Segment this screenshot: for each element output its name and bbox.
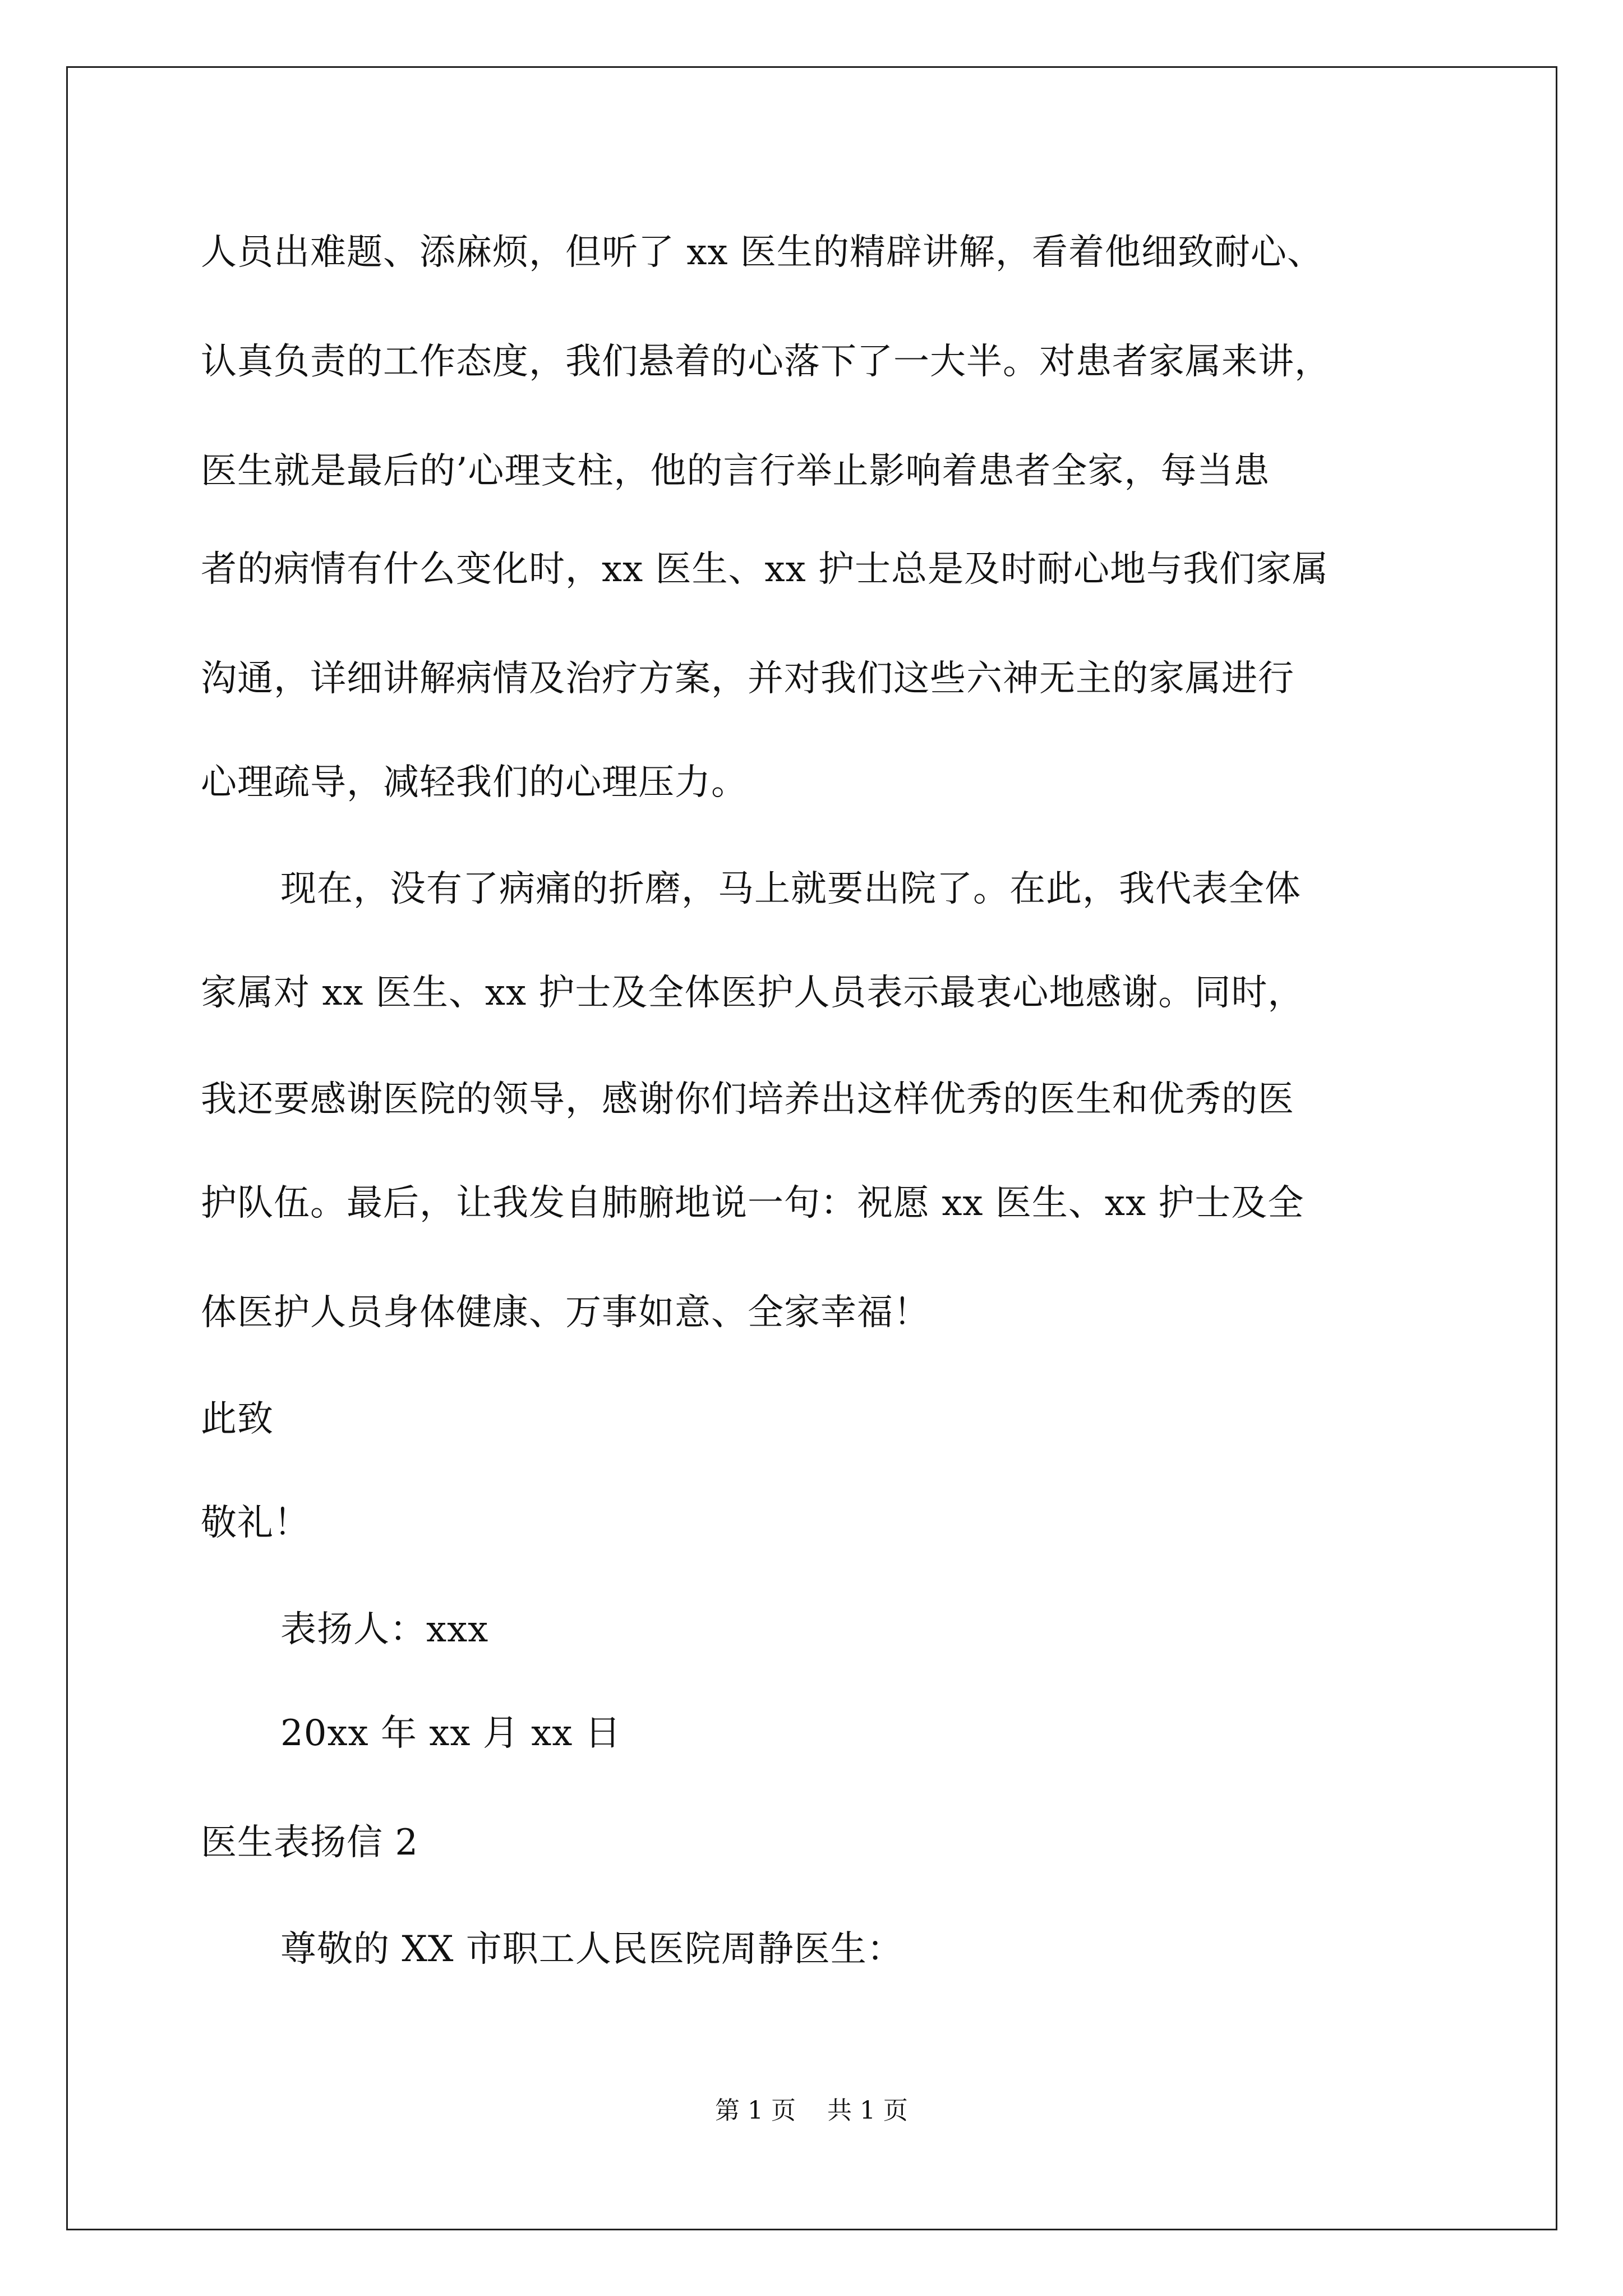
closing-line: 此致 <box>201 1398 274 1440</box>
date-line: 20xx 年 xx 月 xx 日 <box>280 1713 621 1754</box>
body-line: 沟通，详细讲解病情及治疗方案，并对我们这些六神无主的家属进行 <box>201 658 1294 700</box>
body-line: 现在，没有了病痛的折磨，马上就要出院了。在此，我代表全体 <box>280 868 1301 910</box>
body-line: 心理疏导，减轻我们的心理压力。 <box>201 762 748 803</box>
section-heading: 医生表扬信 2 <box>201 1822 419 1864</box>
body-line: 护队伍。最后，让我发自肺腑地说一句：祝愿 xx 医生、xx 护士及全 <box>201 1182 1304 1224</box>
body-line: 医生就是最后的’心理支柱，他的言行举止影响着患者全家，每当患 <box>201 450 1270 492</box>
salutation-line: 敬礼！ <box>201 1502 310 1544</box>
addressee-line: 尊敬的 XX 市职工人民医院周静医生： <box>280 1929 903 1970</box>
body-line: 者的病情有什么变化时，xx 医生、xx 护士总是及时耐心地与我们家属 <box>201 549 1329 590</box>
signature-line: 表扬人：xxx <box>280 1609 489 1650</box>
page-border <box>66 66 1557 2230</box>
body-line: 我还要感谢医院的领导，感谢你们培养出这样优秀的医生和优秀的医 <box>201 1079 1294 1120</box>
body-line: 家属对 xx 医生、xx 护士及全体医护人员表示最衷心地感谢。同时， <box>201 972 1304 1014</box>
body-line: 人员出难题、添麻烦，但听了 xx 医生的精辟讲解，看着他细致耐心、 <box>201 232 1324 273</box>
body-line: 认真负责的工作态度，我们悬着的心落下了一大半。对患者家属来讲， <box>201 341 1331 383</box>
body-line: 体医护人员身体健康、万事如意、全家幸福！ <box>201 1292 930 1333</box>
page-footer: 第 1 页 共 1 页 <box>715 2096 908 2125</box>
